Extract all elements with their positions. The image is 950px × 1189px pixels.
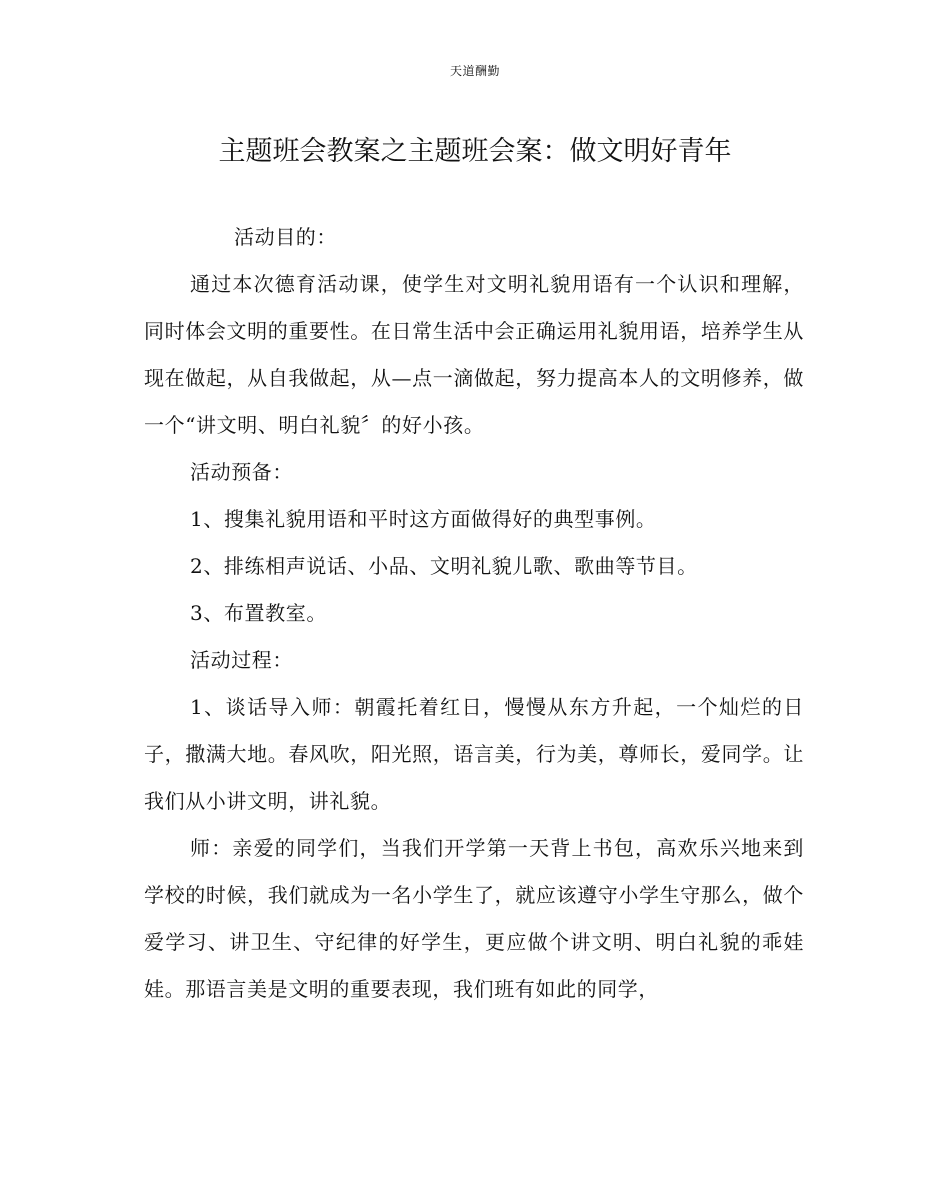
- document-body: [144, 214, 804, 1013]
- paragraph-teacher: 师：亲爱的同学们，当我们开学第一天背上书包，高欢乐兴地来到学校的时候，我们就成为一名小学生了，就应该遵守小学生守那么，做个爱学习、讲卫生、守纪律的好学生，更应做个讲文明、明白礼貌的乖娃娃。那语言美是文明的重要表现，我们班有如此的同学，: [144, 836, 804, 1001]
- paragraph-purpose: 通过本次德育活动课，使学生对文明礼貌用语有一个认识和理解，同时体会文明的重要性。在日常生活中会正确运用礼貌用语，培养学生从现在做起，从自我做起，从—点一滴做起，努力提高本人的文明修养，做一个“讲文明、明白礼貌〞的好小孩。: [144, 272, 804, 437]
- list-item: 3、布置教室。: [190, 601, 327, 625]
- section-heading-preparation: 活动预备：: [190, 460, 293, 484]
- list-item: 2、排练相声说话、小品、文明礼貌儿歌、歌曲等节目。: [190, 554, 698, 578]
- section-heading-purpose: 活动目的：: [234, 225, 337, 249]
- section-heading-process: 活动过程：: [190, 648, 293, 672]
- paragraph-intro: 1、谈话导入师：朝霞托着红日，慢慢从东方升起，一个灿烂的日子，撒满大地。春风吹，阳光照，语言美，行为美，尊师长，爱同学。让我们从小讲文明，讲礼貌。: [144, 695, 804, 813]
- page-header: 天道酬勤: [449, 64, 500, 78]
- document-title: 主题班会教案之主题班会案：做文明好青年: [218, 136, 732, 167]
- list-item: 1、搜集礼貌用语和平时这方面做得好的典型事例。: [190, 507, 657, 531]
